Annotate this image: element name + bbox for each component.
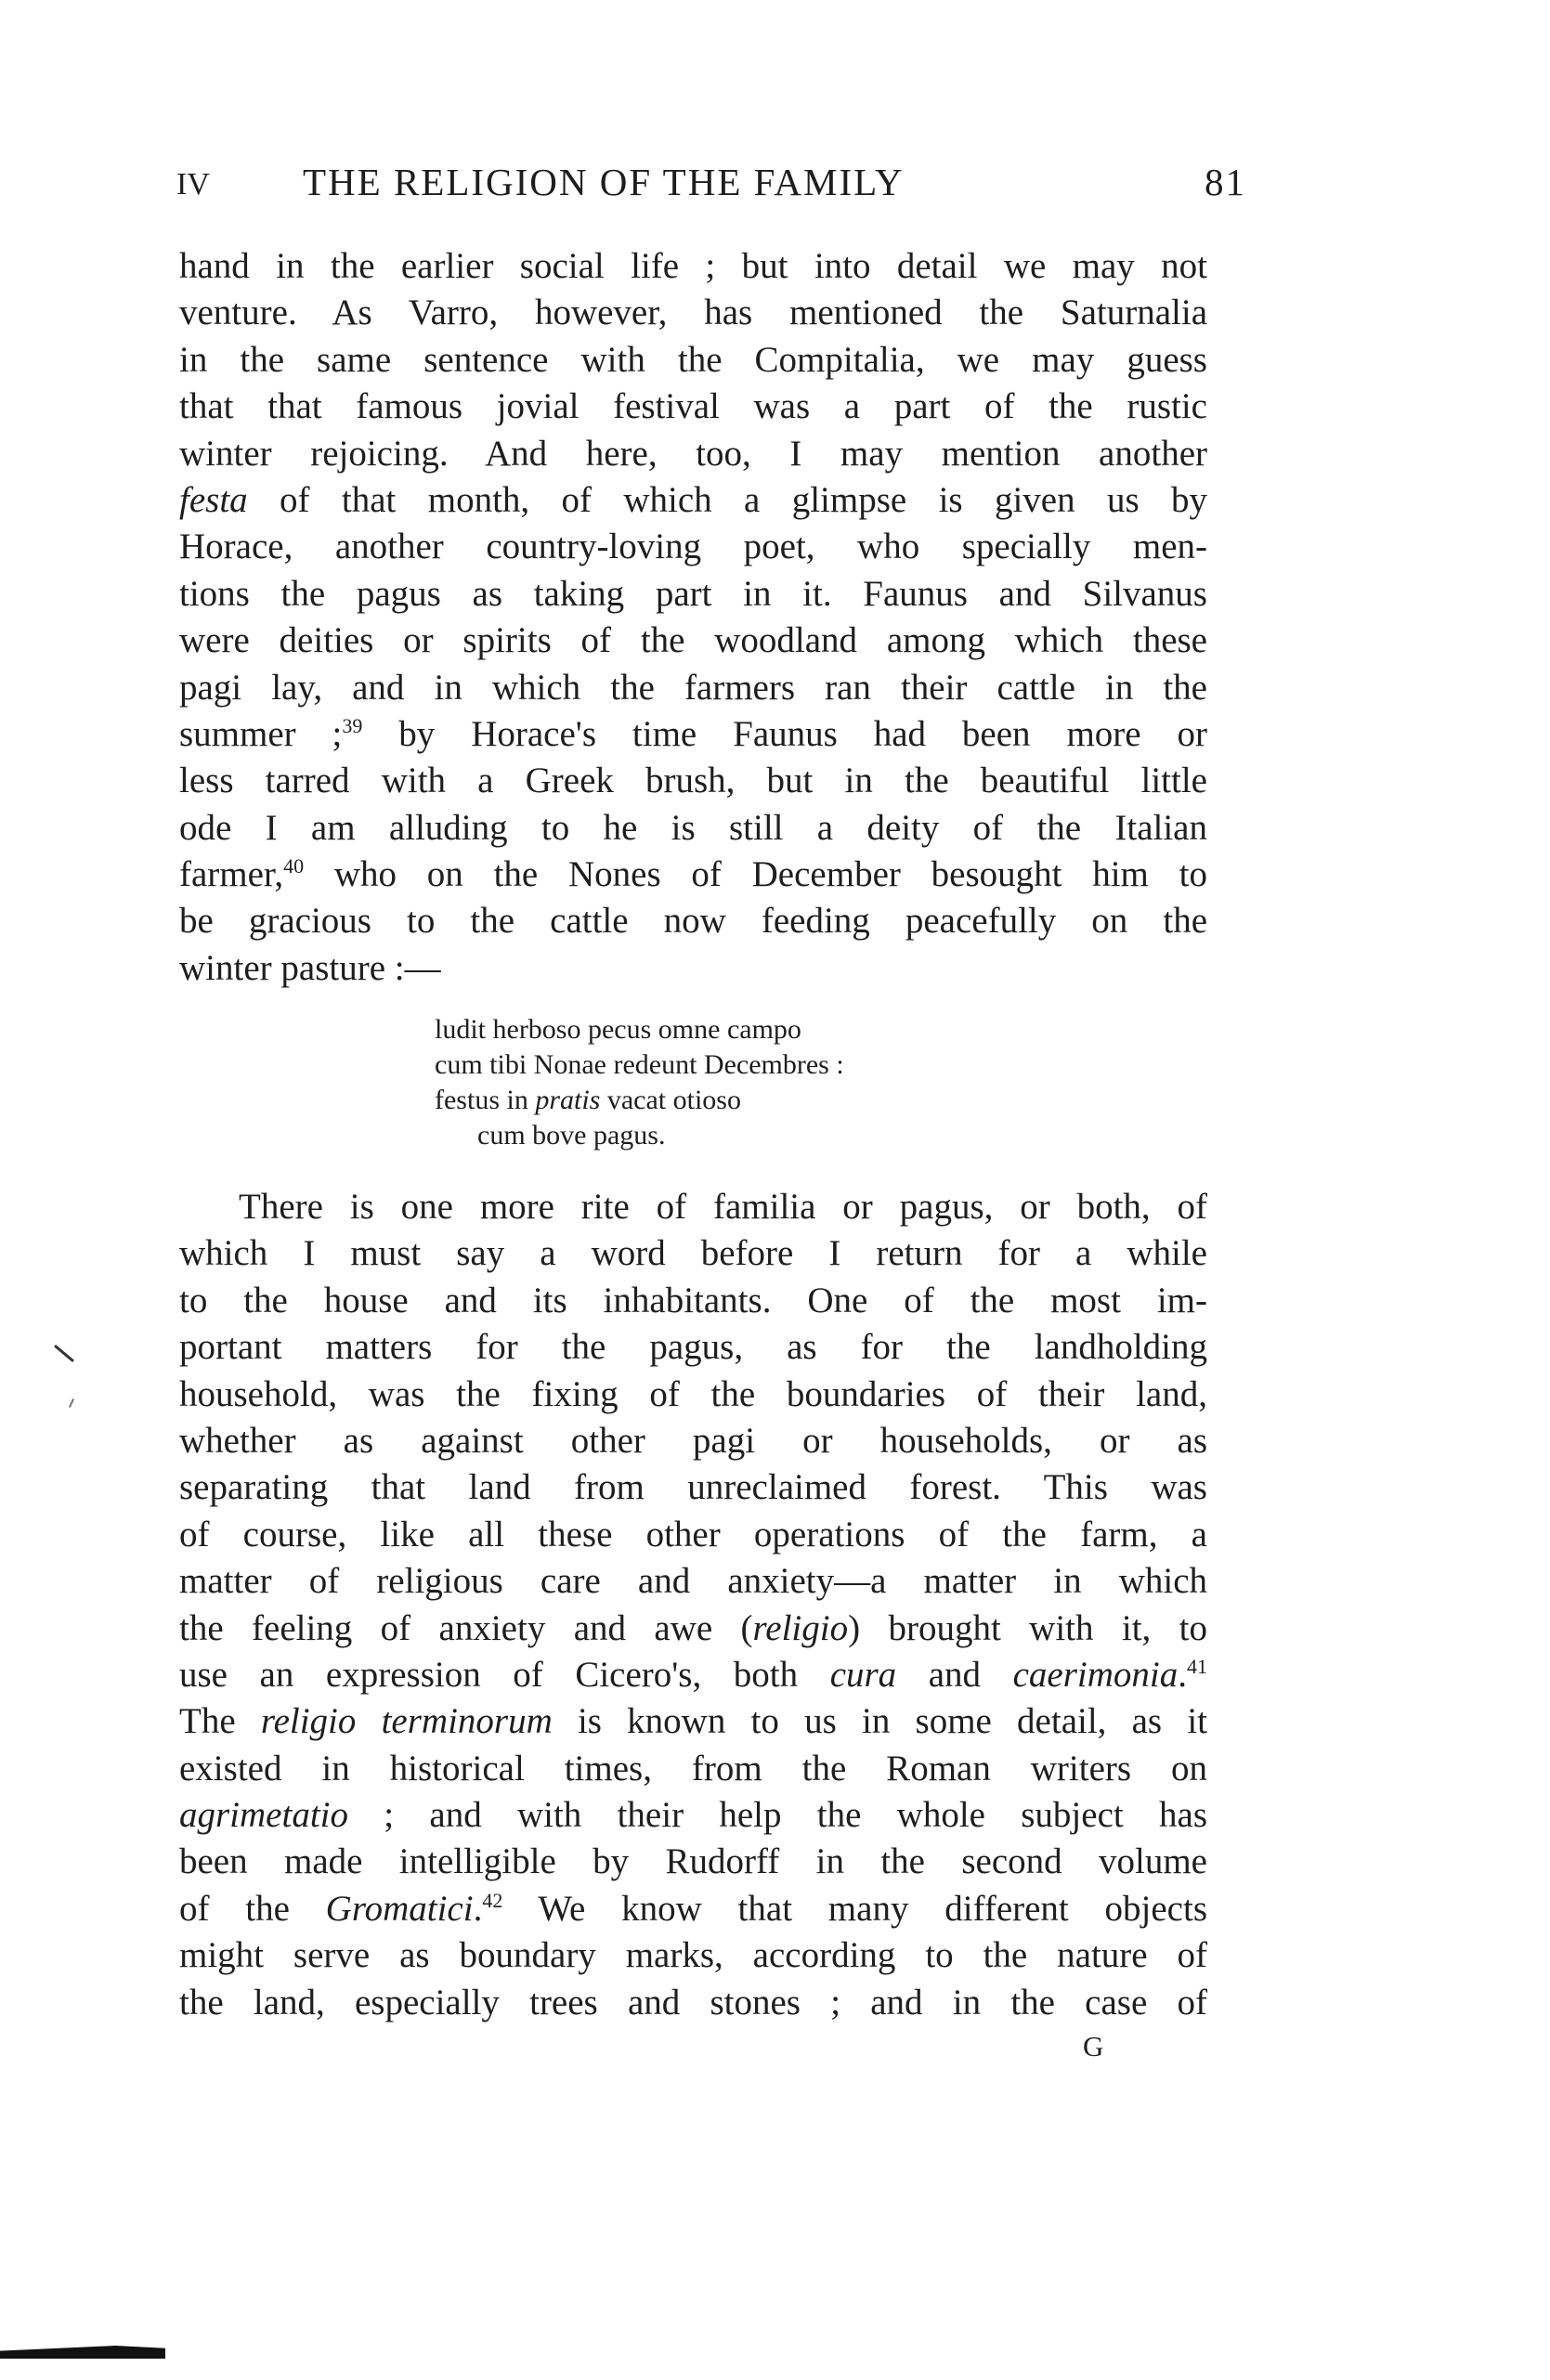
text-line: portant matters for the pagus, as for the landholding <box>179 1327 1207 1368</box>
text-line: matter of religious care and anxiety—a matter in which <box>179 1561 1207 1602</box>
text-line: be gracious to the cattle now feeding peacefully on the <box>179 901 1207 942</box>
footnote-ref-42: 42 <box>482 1888 503 1912</box>
footnote-ref-41: 41 <box>1187 1654 1208 1678</box>
running-title: THE RELIGION OF THE FAMILY <box>303 161 905 203</box>
text-line: existed in historical times, from the Roman writers on <box>179 1748 1207 1788</box>
text-line: venture. As Varro, however, has mentioned the Saturnalia <box>179 293 1207 333</box>
verse-line: ludit herboso pecus omne campo <box>435 1014 801 1045</box>
italic-term: religio terminorum <box>260 1701 553 1742</box>
text-line: might serve as boundary marks, according to the nature of <box>179 1935 1207 1976</box>
verse-quotation <box>435 1012 844 1153</box>
verse-line: cum tibi Nonae redeunt Decembres : <box>435 1049 844 1080</box>
text-line: of the Gromatici.$^{42}$ We know that many different objects <box>179 1888 1207 1929</box>
chapter-number: IV <box>176 167 210 202</box>
text-line: ode I am alluding to he is still a deity of the Italian <box>179 807 1207 848</box>
text-line: the feeling of anxiety and awe (religio) brought with it, to <box>179 1607 1207 1648</box>
paragraph-1 <box>179 243 1207 992</box>
verse-line: cum bove pagus. <box>477 1120 666 1151</box>
text-line: agrimetatio ; and with their help the whole subject has <box>179 1795 1207 1836</box>
text-line: separating that land from unreclaimed forest. This was <box>179 1467 1207 1508</box>
italic-term: religio <box>752 1607 849 1648</box>
running-header <box>176 160 1246 208</box>
text-line: household, was the fixing of the boundaries of their land, <box>179 1373 1207 1414</box>
text-line: tions the pagus as taking part in it. Faunus and Silvanus <box>179 573 1207 614</box>
text-line: been made intelligible by Rudorff in the second volume <box>179 1841 1207 1882</box>
text-line: which I must say a word before I return for a while <box>179 1233 1207 1274</box>
text-line: The religio terminorum is known to us in some detail, as it <box>179 1701 1207 1742</box>
text-line: farmer,$^{40}$ who on the Nones of December besought him to <box>179 854 1207 895</box>
paragraph-2 <box>179 1184 1207 2026</box>
signature-mark: G <box>1083 2030 1105 2062</box>
italic-term: agrimetatio <box>179 1795 348 1836</box>
italic-term: caerimonia <box>1012 1654 1179 1695</box>
italic-term: festa <box>179 479 248 520</box>
text-line: hand in the earlier social life ; but into detail we may not <box>179 246 1207 286</box>
verse-line: festus in pratis vacat otioso <box>435 1085 741 1115</box>
page-number: 81 <box>1205 161 1246 203</box>
text-line: There is one more rite of familia or pagus, or both, of <box>239 1187 1207 1227</box>
text-line: festa of that month, of which a glimpse is given us by <box>179 479 1207 520</box>
margin-mark <box>69 1398 74 1408</box>
text-line: winter pasture :— <box>179 947 441 988</box>
text-line: summer ;$^{39}$ by Horace's time Faunus had been more or <box>179 713 1207 754</box>
text-line: whether as against other pagi or households, or as <box>179 1420 1207 1461</box>
italic-term: pratis <box>535 1085 601 1115</box>
text-line: the land, especially trees and stones ; and in the case of <box>179 1982 1207 2022</box>
italic-term: Gromatici <box>325 1888 474 1929</box>
italic-term: cura <box>829 1654 897 1695</box>
text-line: winter rejoicing. And here, too, I may mention another <box>179 433 1207 474</box>
footnote-ref-40: 40 <box>283 854 305 878</box>
text-line: that that famous jovial festival was a part of the rustic <box>179 386 1207 427</box>
text-line: of course, like all these other operations of the farm, a <box>179 1514 1207 1554</box>
text-line: were deities or spirits of the woodland among which these <box>179 620 1207 661</box>
text-line: Horace, another country-loving poet, who specially men- <box>179 527 1207 567</box>
text-line: to the house and its inhabitants. One of the most im- <box>179 1280 1207 1320</box>
text-line: pagi lay, and in which the farmers ran their cattle in the <box>179 667 1207 708</box>
scan-smudge <box>0 2346 165 2359</box>
text-line: use an expression of Cicero's, both cura and caerimonia.$^{41}$ <box>179 1654 1208 1695</box>
text-line: in the same sentence with the Compitalia, we may guess <box>179 339 1207 380</box>
footnote-ref-39: 39 <box>342 713 363 737</box>
text-line: less tarred with a Greek brush, but in the beautiful little <box>179 761 1207 801</box>
margin-mark <box>54 1345 74 1362</box>
